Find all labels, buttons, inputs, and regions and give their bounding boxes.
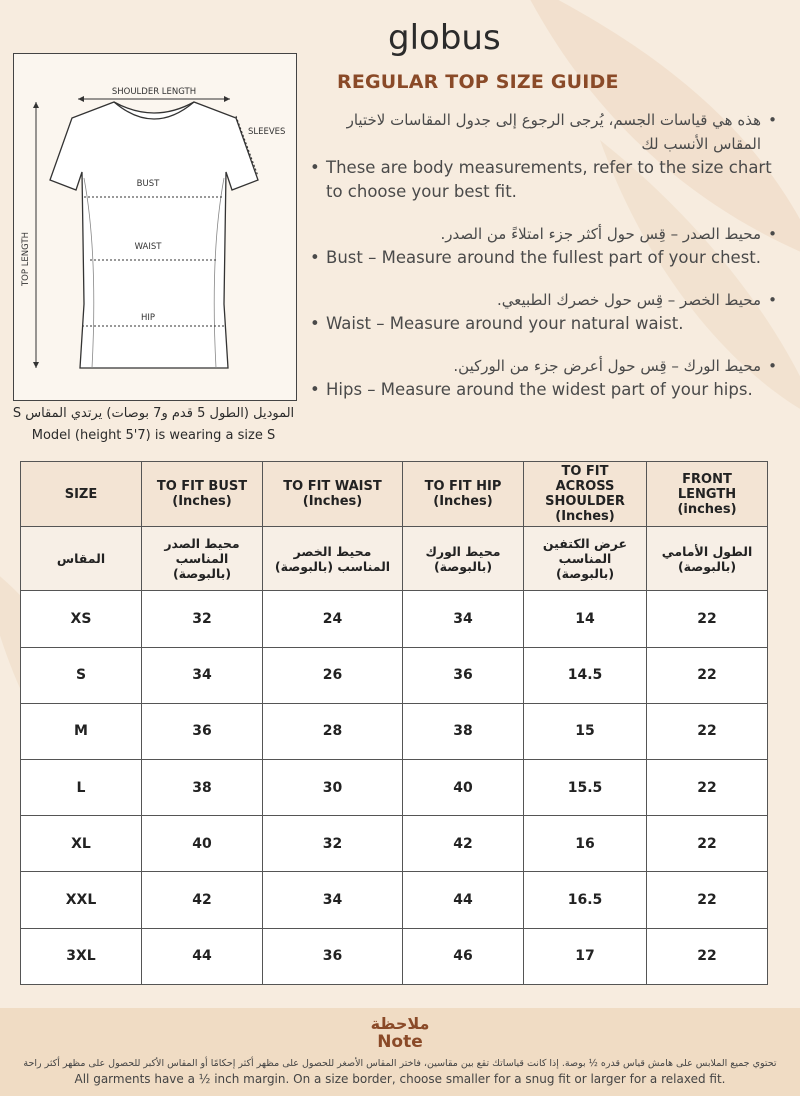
cell-hip: 34 xyxy=(403,591,524,647)
cell-shoulder: 16 xyxy=(524,816,647,872)
note-group: • هذه هي قياسات الجسم، يُرجى الرجوع إلى جدول المقاسات لاختيار المقاس الأنسب لك • These are body measurements, refer to the size chart to choose your best fit. xyxy=(310,111,777,201)
cell-size: S xyxy=(21,647,142,703)
cell-size: M xyxy=(21,703,142,759)
note-text-en: Bust – Measure around the fullest part of your chest. xyxy=(326,248,762,267)
cell-waist: 24 xyxy=(263,591,403,647)
note-group: • محيط الصدر – قِس حول أكثر جزء امتلاءً من الصدر. • Bust – Measure around the fullest part of your chest. xyxy=(310,225,777,267)
cell-bust: 34 xyxy=(142,647,263,703)
cell-front-length: 22 xyxy=(647,872,768,928)
cell-waist: 36 xyxy=(263,928,403,984)
header-size: SIZE xyxy=(21,462,142,527)
note-text-ar: محيط الخصر – قِس حول خصرك الطبيعي. xyxy=(496,291,761,309)
table-row xyxy=(21,928,768,984)
cell-size: XXL xyxy=(21,872,142,928)
note-text-en: Hips – Measure around the widest part of your hips. xyxy=(326,380,753,399)
table-row xyxy=(21,872,768,928)
cell-hip: 40 xyxy=(403,760,524,816)
cell-waist: 30 xyxy=(263,760,403,816)
table-row xyxy=(21,703,768,759)
cell-bust: 42 xyxy=(142,872,263,928)
cell-bust: 40 xyxy=(142,816,263,872)
note-group: • محيط الخصر – قِس حول خصرك الطبيعي. • Waist – Measure around your natural waist. xyxy=(310,291,777,333)
cell-shoulder: 15.5 xyxy=(524,760,647,816)
cell-size: 3XL xyxy=(21,928,142,984)
top-length-label: TOP LENGTH xyxy=(21,231,31,287)
cell-size: XL xyxy=(21,816,142,872)
tshirt-outline xyxy=(50,102,258,368)
header-size-ar: المقاس xyxy=(21,527,142,591)
cell-hip: 42 xyxy=(403,816,524,872)
hip-label: HIP xyxy=(140,313,156,323)
waist-label: WAIST xyxy=(134,242,162,252)
header-hip-ar: محيط الورك (بالبوصة) xyxy=(403,527,524,591)
cell-shoulder: 14 xyxy=(524,591,647,647)
brand-logo: globus xyxy=(388,18,501,58)
bust-label: BUST xyxy=(136,179,160,189)
cell-shoulder: 16.5 xyxy=(524,872,647,928)
cell-front-length: 22 xyxy=(647,591,768,647)
cell-waist: 28 xyxy=(263,703,403,759)
note-text-ar: هذه هي قياسات الجسم، يُرجى الرجوع إلى جدول المقاسات لاختيار المقاس الأنسب لك xyxy=(346,111,761,153)
cell-waist: 32 xyxy=(263,816,403,872)
note-band xyxy=(0,1008,800,1096)
tshirt-measurement-diagram xyxy=(13,53,297,401)
cell-waist: 26 xyxy=(263,647,403,703)
cell-size: XS xyxy=(21,591,142,647)
note-title-en: Note xyxy=(377,1032,423,1052)
cell-front-length: 22 xyxy=(647,647,768,703)
note-text-en: All garments have a ½ inch margin. On a size border, choose smaller for a snug fit or larger for a relaxed fit. xyxy=(74,1072,726,1086)
cell-shoulder: 17 xyxy=(524,928,647,984)
model-caption-ar: الموديل (الطول 5 قدم و7 بوصات) يرتدي المقاس S xyxy=(12,406,295,421)
table-header-row-en xyxy=(21,462,768,527)
cell-hip: 46 xyxy=(403,928,524,984)
table-row xyxy=(21,591,768,647)
note-text-en: Waist – Measure around your natural waist. xyxy=(326,314,684,333)
note-text-ar: تحتوي جميع الملابس على هامش قياس قدره ½ بوصة. إذا كانت قياساتك تقع بين مقاسين، فاختر المقاس الأصغر للحصول على مظهر أكثر إحكامًا أو المقاس الأكبر للحصول على مظهر أكثر راحة xyxy=(23,1058,777,1069)
header-shoulder-ar: عرض الكتفين المناسب (بالبوصة) xyxy=(524,527,647,591)
cell-shoulder: 14.5 xyxy=(524,647,647,703)
page-title: REGULAR TOP SIZE GUIDE xyxy=(337,71,619,93)
note-text-ar: محيط الصدر – قِس حول أكثر جزء امتلاءً من الصدر. xyxy=(440,225,761,243)
sleeves-label: SLEEVES xyxy=(248,127,286,137)
cell-front-length: 22 xyxy=(647,703,768,759)
cell-front-length: 22 xyxy=(647,760,768,816)
cell-front-length: 22 xyxy=(647,928,768,984)
header-shoulder: TO FIT ACROSS SHOULDER (Inches) xyxy=(524,462,647,527)
header-front-length-ar: الطول الأمامي (بالبوصة) xyxy=(647,527,768,591)
cell-waist: 34 xyxy=(263,872,403,928)
cell-hip: 36 xyxy=(403,647,524,703)
note-title-ar: ملاحظة xyxy=(370,1014,430,1033)
header-front-length: FRONT LENGTH (inches) xyxy=(647,462,768,527)
shoulder-length-label: SHOULDER LENGTH xyxy=(111,87,197,97)
header-bust: TO FIT BUST (Inches) xyxy=(142,462,263,527)
header-waist: TO FIT WAIST (Inches) xyxy=(263,462,403,527)
note-text-en: These are body measurements, refer to the size chart to choose your best fit. xyxy=(326,158,772,201)
table-row xyxy=(21,760,768,816)
size-chart-table xyxy=(20,461,768,985)
model-caption-en: Model (height 5'7) is wearing a size S xyxy=(31,428,276,443)
cell-bust: 36 xyxy=(142,703,263,759)
cell-shoulder: 15 xyxy=(524,703,647,759)
note-text-ar: محيط الورك – قِس حول أعرض جزء من الوركين. xyxy=(453,357,761,375)
cell-bust: 32 xyxy=(142,591,263,647)
table-row xyxy=(21,816,768,872)
cell-front-length: 22 xyxy=(647,816,768,872)
note-group: • محيط الورك – قِس حول أعرض جزء من الوركين. • Hips – Measure around the widest part of your hips. xyxy=(310,357,777,399)
table-header-row-ar xyxy=(21,527,768,591)
table-row xyxy=(21,647,768,703)
measurement-notes xyxy=(306,108,791,420)
cell-size: L xyxy=(21,760,142,816)
cell-bust: 44 xyxy=(142,928,263,984)
header-waist-ar: محيط الخصر المناسب (بالبوصة) xyxy=(263,527,403,591)
cell-hip: 38 xyxy=(403,703,524,759)
cell-bust: 38 xyxy=(142,760,263,816)
cell-hip: 44 xyxy=(403,872,524,928)
header-bust-ar: محيط الصدر المناسب (بالبوصة) xyxy=(142,527,263,591)
header-hip: TO FIT HIP (Inches) xyxy=(403,462,524,527)
